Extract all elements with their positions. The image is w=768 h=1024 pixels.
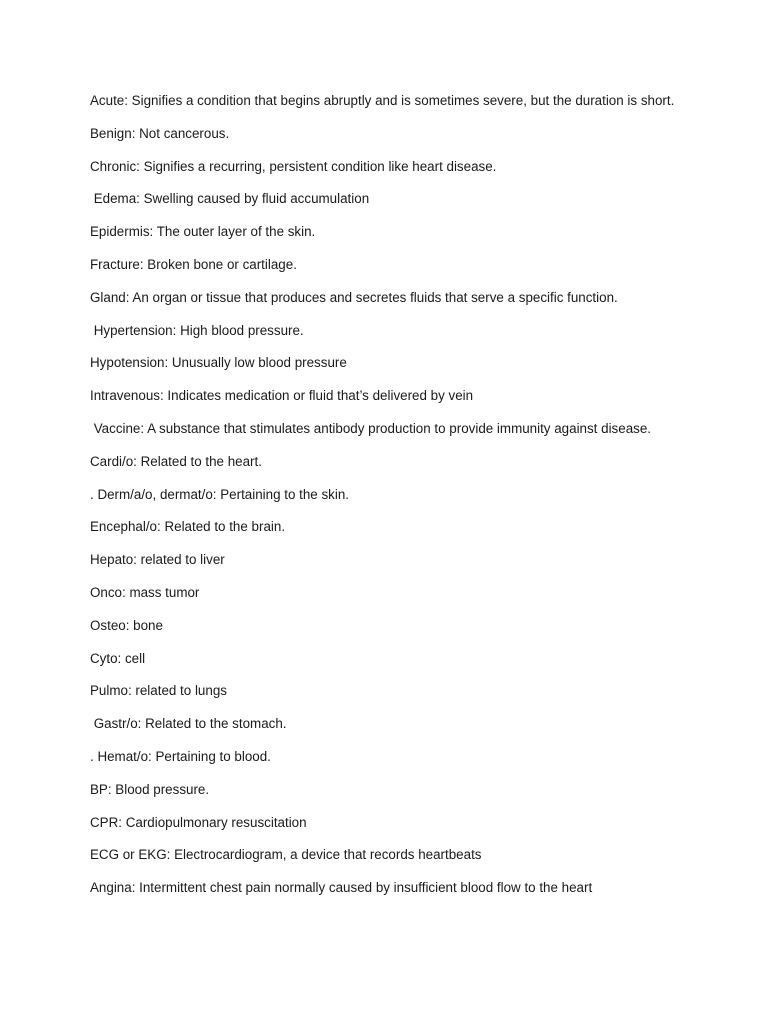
definition-chronic: Chronic: Signifies a recurring, persistent condition like heart disease. — [90, 158, 497, 174]
definition-cardio: Cardi/o: Related to the heart. — [90, 453, 262, 469]
definition-encephalo: Encephal/o: Related to the brain. — [90, 519, 286, 535]
definition-osteo: Osteo: bone — [90, 617, 163, 633]
definition-hypertension: Hypertension: High blood pressure. — [90, 322, 304, 338]
definition-gastro: Gastr/o: Related to the stomach. — [90, 716, 287, 732]
definition-fracture: Fracture: Broken bone or cartilage. — [90, 256, 297, 272]
definition-edema: Edema: Swelling caused by fluid accumulation — [90, 191, 370, 207]
definition-hypotension: Hypotension: Unusually low blood pressure — [90, 355, 347, 371]
definition-hemato: . Hemat/o: Pertaining to blood. — [90, 748, 271, 764]
definition-acute: Acute: Signifies a condition that begins abruptly and is sometimes severe, but the duration is short. — [90, 93, 675, 108]
definition-dermato: . Derm/a/o, dermat/o: Pertaining to the skin. — [90, 486, 350, 502]
definition-ecg: ECG or EKG: Electrocardiogram, a device that records heartbeats — [90, 847, 482, 863]
definition-gland: Gland: An organ or tissue that produces and secretes fluids that serve a specific function. — [90, 289, 618, 305]
definition-pulmo: Pulmo: related to lungs — [90, 683, 227, 699]
definition-bp: BP: Blood pressure. — [90, 781, 210, 797]
definition-vaccine: Vaccine: A substance that stimulates antibody production to provide immunity against disease. — [90, 420, 652, 436]
definition-hepato: Hepato: related to liver — [90, 552, 225, 568]
definition-cyto: Cyto: cell — [90, 650, 146, 666]
definition-list — [90, 92, 690, 912]
definition-benign: Benign: Not cancerous. — [90, 125, 230, 141]
definition-angina: Angina: Intermittent chest pain normally caused by insufficient blood flow to the heart — [90, 880, 593, 896]
definition-cpr: CPR: Cardiopulmonary resuscitation — [90, 814, 307, 830]
definition-intravenous: Intravenous: Indicates medication or fluid that’s delivered by vein — [90, 388, 474, 404]
definition-epidermis: Epidermis: The outer layer of the skin. — [90, 224, 316, 240]
definition-onco: Onco: mass tumor — [90, 584, 200, 600]
